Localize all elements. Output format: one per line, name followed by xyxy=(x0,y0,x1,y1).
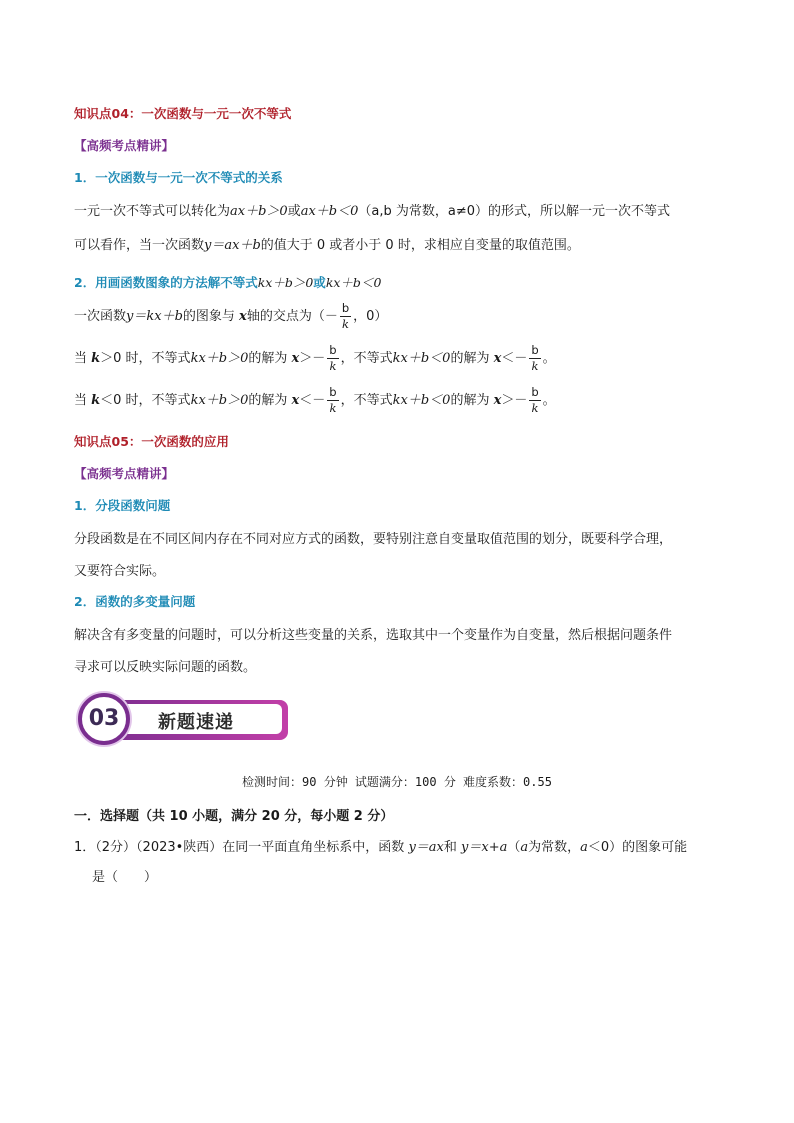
formula: y＝kx＋b xyxy=(126,309,183,324)
formula: kx＋b＜0 xyxy=(392,393,451,408)
kp04-tag: 【高频考点精讲】 xyxy=(74,138,175,153)
kp05-para1-line1: 分段函数是在不同区间内存在不同对应方式的函数，要特别注意自变量取值范围的划分，既要科学合理， xyxy=(74,532,673,547)
text: ＞0 时，不等式 xyxy=(100,351,191,366)
fraction xyxy=(327,342,338,373)
exam-info: 检测时间：90 分钟 试题满分：100 分 难度系数：0.55 xyxy=(242,775,552,789)
section-heading: 一．选择题（共 10 小题，满分 20 分，每小题 2 分） xyxy=(74,809,394,824)
fraction xyxy=(327,384,338,415)
kp05-sub2: 2．函数的多变量问题 xyxy=(74,594,196,609)
kp05-para2-line2: 寻求可以反映实际问题的函数。 xyxy=(74,660,257,675)
numerator: b xyxy=(340,303,351,318)
banner-title: 新题速递 xyxy=(158,712,234,733)
formula: kx＋b＞0 xyxy=(190,351,249,366)
formula: y＝ax＋b xyxy=(204,238,261,253)
numerator: b xyxy=(327,387,338,402)
formula: y＝x+a xyxy=(461,840,508,855)
formula: ax＋b＜0 xyxy=(300,204,359,219)
variable-x: x xyxy=(291,351,300,366)
variable-x: x xyxy=(493,393,502,408)
text: 为常数， xyxy=(528,840,581,855)
text: ＜－ xyxy=(299,393,326,408)
kp04-intercept-line xyxy=(74,300,387,334)
text: 当 xyxy=(74,351,92,366)
kp05-tag: 【高频考点精讲】 xyxy=(74,466,175,481)
variable-k: k xyxy=(91,351,101,366)
kp04-k-negative-line xyxy=(74,384,556,418)
numerator: b xyxy=(327,345,338,360)
numerator: b xyxy=(529,345,540,360)
formula: kx＋b＜0 xyxy=(325,275,382,290)
kp04-title: 知识点04：一次函数与一元一次不等式 xyxy=(74,106,292,121)
formula: y＝ax xyxy=(408,840,444,855)
text: ＞－ xyxy=(299,351,326,366)
numerator: b xyxy=(529,387,540,402)
denominator: k xyxy=(329,401,337,415)
text: 的图象与 xyxy=(182,309,240,324)
text: 和 xyxy=(443,840,462,855)
variable-a: a xyxy=(580,840,588,855)
variable-x: x xyxy=(291,393,300,408)
text: ＜－ xyxy=(501,351,528,366)
text: 或 xyxy=(287,204,301,219)
variable-a: a xyxy=(520,840,529,855)
text: 。 xyxy=(542,393,556,408)
text: 轴的交点为（－ xyxy=(246,309,338,324)
text: 2．用画函数图象的方法解不等式 xyxy=(74,275,258,290)
variable-x: x xyxy=(493,351,502,366)
text: 的解为 xyxy=(450,351,494,366)
section-banner xyxy=(78,693,290,751)
kp05-para1-line2: 又要符合实际。 xyxy=(74,564,166,579)
text: ＞－ xyxy=(501,393,528,408)
kp05-sub1: 1．分段函数问题 xyxy=(74,498,171,513)
text: 。 xyxy=(542,351,556,366)
kp04-sub1: 1．一次函数与一元一次不等式的关系 xyxy=(74,170,283,185)
fraction xyxy=(529,342,540,373)
formula: ax＋b＞0 xyxy=(230,204,288,219)
text: 一元一次不等式可以转化为 xyxy=(74,204,231,219)
fraction xyxy=(529,384,540,415)
formula: kx＋b＞0 xyxy=(190,393,249,408)
question-1-line2: 是（ ） xyxy=(92,870,158,885)
formula: kx＋b＞0 xyxy=(257,275,314,290)
variable-x: x xyxy=(239,309,247,324)
formula: kx＋b＜0 xyxy=(392,351,451,366)
kp04-sub2 xyxy=(74,273,381,291)
banner-number-badge xyxy=(78,693,130,745)
text: 的值大于 0 或者小于 0 时，求相应自变量的取值范围。 xyxy=(260,238,580,253)
denominator: k xyxy=(531,401,539,415)
kp04-para1-line1 xyxy=(74,200,670,219)
text: 的解为 xyxy=(248,393,292,408)
denominator: k xyxy=(531,359,539,373)
text: ＜0）的图象可能 xyxy=(587,840,688,855)
text: （ xyxy=(507,840,521,855)
kp05-title: 知识点05：一次函数的应用 xyxy=(74,434,229,449)
text: （a,b 为常数，a≠0）的形式，所以解一元一次不等式 xyxy=(358,204,671,219)
text: 可以看作，当一次函数 xyxy=(74,238,205,253)
question-1-line1 xyxy=(74,836,687,855)
text: 当 xyxy=(74,393,92,408)
text: ＜0 时，不等式 xyxy=(100,393,191,408)
text: 一次函数 xyxy=(74,309,127,324)
text: 1．（2分）（2023•陕西）在同一平面直角坐标系中，函数 xyxy=(74,840,409,855)
fraction xyxy=(340,300,351,331)
denominator: k xyxy=(329,359,337,373)
text: ，不等式 xyxy=(340,393,393,408)
kp04-k-positive-line xyxy=(74,342,556,376)
text: ，0） xyxy=(353,309,388,324)
banner-number: 03 xyxy=(88,706,120,731)
text: 的解为 xyxy=(248,351,292,366)
kp04-para1-line2 xyxy=(74,234,580,253)
kp05-para2-line1: 解决含有多变量的问题时，可以分析这些变量的关系，选取其中一个变量作为自变量，然后根据问题条件 xyxy=(74,628,673,643)
denominator: k xyxy=(342,317,349,331)
variable-k: k xyxy=(91,393,101,408)
text: 的解为 xyxy=(450,393,494,408)
text: ，不等式 xyxy=(340,351,393,366)
text: 或 xyxy=(313,275,326,290)
